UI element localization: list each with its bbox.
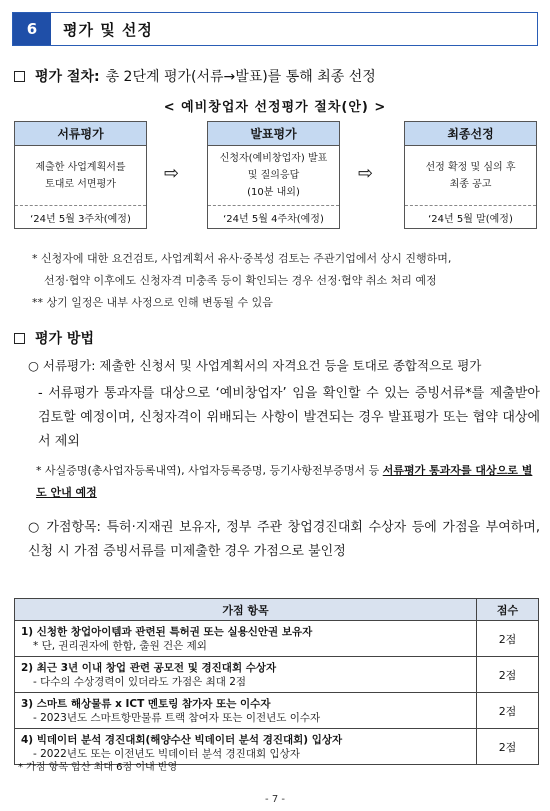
step-body-line: 선정 확정 및 심의 후 (425, 161, 516, 173)
step-final-selection (404, 121, 537, 229)
method-heading (14, 328, 100, 348)
step-title: 서류평가 (15, 122, 146, 146)
bonus-score: 2점 (477, 693, 539, 729)
step-body-line: 신청자(예비창업자) 발표 (219, 153, 328, 164)
table-header-row (15, 599, 539, 621)
step-date: ‘24년 5월 말(예정) (405, 205, 536, 229)
circle-bullet-icon: ○ (28, 520, 41, 535)
column-header-score: 점수 (477, 599, 539, 621)
square-bullet-icon (14, 333, 25, 344)
process-heading (14, 66, 376, 86)
bonus-item (28, 516, 540, 564)
bonus-item-cell (15, 657, 477, 693)
bonus-item-sub: - 2023년도 스마트항만물류 트랙 참여자 또는 이전년도 이수자 (33, 711, 321, 724)
step-title: 발표평가 (208, 122, 339, 146)
bonus-item-main: 1) 신청한 창업아이템과 관련된 특허권 또는 실용신안권 보유자 (21, 625, 313, 638)
bonus-item-main: 3) 스마트 해상물류 x ICT 멘토링 참가자 또는 이수자 (21, 697, 271, 710)
step-body-line: 최종 공고 (449, 178, 492, 190)
bonus-item-cell (15, 693, 477, 729)
step-document-review (14, 121, 147, 229)
process-heading-label: 평가 절차: (35, 69, 100, 85)
process-note: ** 상기 일정은 내부 사정으로 인해 변동될 수 있음 (32, 296, 273, 309)
arrow-right-icon: ⇨ (164, 163, 180, 184)
process-note: * 신청자에 대한 요건검토, 사업계획서 유사‧중복성 검토는 주관기업에서 상시 진행하며, (32, 252, 452, 265)
doc-review-detail: - 서류평가 통과자를 대상으로 ‘예비창업자’ 임을 확인할 수 있는 증빙서류*를 제출받아 검토할 예정이며, 신청자격이 위배되는 사항이 발견되는 경우 발표평가 또는 협약 대상에서 제외 (38, 386, 540, 449)
arrow-right-icon: ⇨ (358, 163, 374, 184)
bonus-score: 2점 (477, 729, 539, 765)
bonus-table (14, 598, 539, 765)
doc-review-text: 서류평가: 제출한 신청서 및 사업계획서의 자격요건 등을 토대로 종합적으로 평가 (42, 358, 482, 373)
star-note-underline: 서류평가 통과자를 대상으로 별도 안내 예정 (36, 464, 533, 499)
section-header (12, 12, 538, 46)
column-header-item: 가점 항목 (15, 599, 477, 621)
bonus-item-sub: * 단, 권리권자에 한함, 출원 건은 제외 (33, 639, 207, 652)
process-note: 선정‧협약 이후에도 신청자격 미충족 등이 확인되는 경우 선정‧협약 취소 처리 예정 (44, 274, 437, 287)
step-date: ‘24년 5월 4주차(예정) (208, 205, 339, 229)
step-date: ‘24년 5월 3주차(예정) (15, 205, 146, 229)
star-note-text: * 사실증명(총사업자등록내역), 사업자등록증명, 등기사항전부증명서 등 (36, 464, 380, 477)
table-row (15, 693, 539, 729)
step-presentation (207, 121, 340, 229)
bonus-item-main: 4) 빅데이터 분석 경진대회(해양수산 빅데이터 분석 경진대회) 입상자 (21, 733, 343, 746)
step-body (405, 146, 536, 205)
step-title: 최종선정 (405, 122, 536, 146)
step-body (15, 146, 146, 205)
table-footnote: * 가점 항목 합산 최대 6점 이내 반영 (18, 762, 178, 773)
step-body-line: (10분 내외) (247, 187, 300, 198)
section-title: 평가 및 선정 (63, 20, 153, 39)
section-number: 6 (13, 13, 51, 45)
step-body-line: 및 질의응답 (247, 170, 300, 181)
bonus-item-cell (15, 621, 477, 657)
step-body (208, 146, 339, 205)
process-diagram-title: < 예비창업자 선정평가 절차(안) > (163, 100, 387, 115)
bonus-score: 2점 (477, 657, 539, 693)
table-row (15, 621, 539, 657)
bonus-item-sub: - 2022년도 또는 이전년도 빅데이터 분석 경진대회 입상자 (33, 747, 300, 760)
square-bullet-icon (14, 71, 25, 82)
process-heading-text: 총 2단계 평가(서류→발표)를 통해 최종 선정 (105, 69, 376, 85)
doc-review-item (28, 354, 540, 378)
page-number: - 7 - (265, 794, 285, 805)
circle-bullet-icon: ○ (28, 358, 39, 373)
method-heading-label: 평가 방법 (35, 331, 94, 347)
bonus-item-main: 2) 최근 3년 이내 창업 관련 공모전 및 경진대회 수상자 (21, 661, 277, 674)
step-body-line: 토대로 서면평가 (45, 178, 116, 190)
step-body-line: 제출한 사업계획서를 (35, 161, 126, 173)
bonus-text: 가점항목: 특허‧지재권 보유자, 정부 주관 창업경진대회 수상자 등에 가점을 부여하며, 신청 시 가점 증빙서류를 미제출한 경우 가점으로 불인정 (28, 520, 541, 559)
bonus-score: 2점 (477, 621, 539, 657)
table-row (15, 657, 539, 693)
bonus-item-sub: - 다수의 수상경력이 있더라도 가점은 최대 2점 (33, 675, 247, 688)
doc-review-star-note (36, 460, 540, 504)
